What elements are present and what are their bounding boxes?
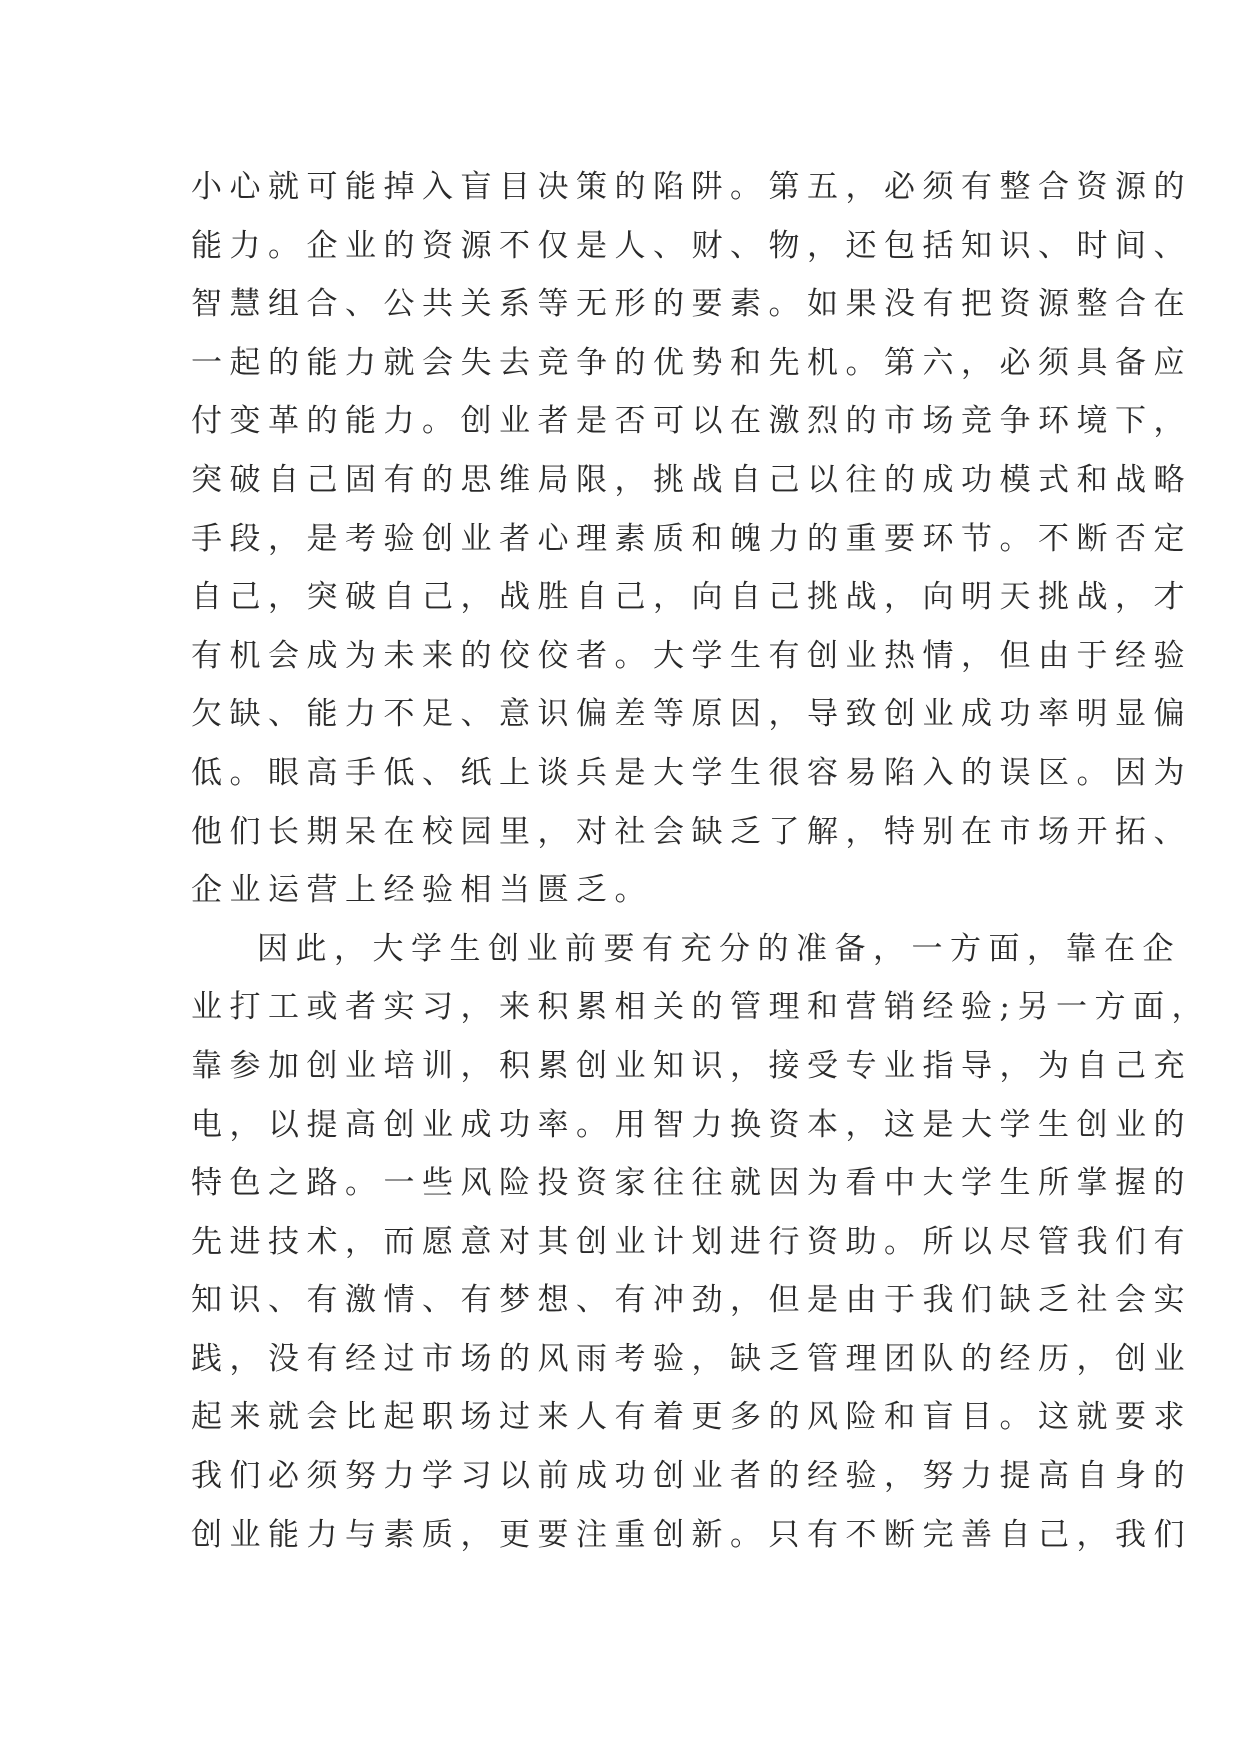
text-line: 自己，突破自己，战胜自己，向自己挑战，向明天挑战，才 — [191, 579, 1192, 616]
text-line: 业打工或者实习，来积累相关的管理和营销经验;另一方面， — [191, 989, 1210, 1026]
body-text — [191, 158, 1210, 1564]
text-line: 智慧组合、公共关系等无形的要素。如果没有把资源整合在 — [191, 286, 1192, 323]
text-line: 能力。企业的资源不仅是人、财、物，还包括知识、时间、 — [191, 227, 1192, 264]
text-line: 企业运营上经验相当匮乏。 — [191, 872, 653, 909]
text-line: 他们长期呆在校园里，对社会缺乏了解，特别在市场开拓、 — [191, 813, 1192, 850]
text-line: 付变革的能力。创业者是否可以在激烈的市场竞争环境下， — [191, 403, 1192, 440]
text-line: 特色之路。一些风险投资家往往就因为看中大学生所掌握的 — [191, 1165, 1192, 1202]
text-line: 起来就会比起职场过来人有着更多的风险和盲目。这就要求 — [191, 1399, 1192, 1436]
text-line: 小心就可能掉入盲目决策的陷阱。第五，必须有整合资源的 — [191, 169, 1192, 205]
text-line: 知识、有激情、有梦想、有冲劲，但是由于我们缺乏社会实 — [191, 1282, 1192, 1319]
text-line: 践，没有经过市场的风雨考验，缺乏管理团队的经历，创业 — [191, 1340, 1192, 1377]
text-line: 手段，是考验创业者心理素质和魄力的重要环节。不断否定 — [191, 520, 1192, 557]
text-line: 有机会成为未来的佼佼者。大学生有创业热情，但由于经验 — [191, 637, 1192, 674]
text-line: 先进技术，而愿意对其创业计划进行资助。所以尽管我们有 — [191, 1223, 1192, 1260]
text-line: 靠参加创业培训，积累创业知识，接受专业指导，为自己充 — [191, 1047, 1192, 1084]
paragraph-2 — [191, 920, 1210, 1565]
text-line: 电，以提高创业成功率。用智力换资本，这是大学生创业的 — [191, 1106, 1192, 1143]
text-line: 欠缺、能力不足、意识偏差等原因，导致创业成功率明显偏 — [191, 696, 1192, 733]
text-line: 突破自己固有的思维局限，挑战自己以往的成功模式和战略 — [191, 461, 1192, 498]
text-line: 一起的能力就会失去竞争的优势和先机。第六，必须具备应 — [191, 344, 1192, 381]
text-line: 低。眼高手低、纸上谈兵是大学生很容易陷入的误区。因为 — [191, 754, 1192, 791]
text-line: 因此，大学生创业前要有充分的准备，一方面，靠在企 — [257, 930, 1181, 967]
paragraph-1 — [191, 158, 1192, 920]
text-line: 我们必须努力学习以前成功创业者的经验，努力提高自身的 — [191, 1458, 1192, 1495]
text-line: 创业能力与素质，更要注重创新。只有不断完善自己，我们 — [191, 1516, 1192, 1553]
